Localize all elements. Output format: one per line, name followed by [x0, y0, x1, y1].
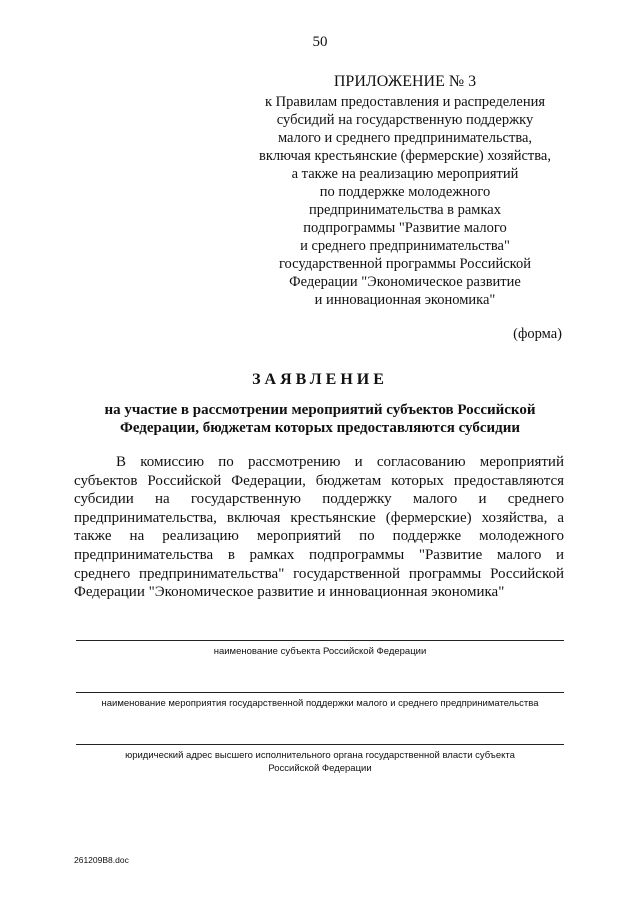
body-paragraph — [74, 453, 564, 602]
appendix-line: малого и среднего предпринимательства, — [277, 130, 533, 146]
page-number: 50 — [312, 34, 328, 50]
measure-name-caption — [60, 697, 580, 710]
legal-address-caption — [60, 749, 580, 775]
caption-line: Российской Федерации — [268, 763, 372, 774]
body-line: субъектов Российской Федерации, бюджетам которых предоставляются — [74, 472, 564, 489]
body-line: Федерации "Экономическое развитие и инновационная экономика" — [74, 584, 505, 601]
appendix-line: включая крестьянские (фермерские) хозяйства, — [259, 148, 551, 164]
subtitle-line: Федерации, бюджетам которых предоставляются субсидии — [119, 420, 521, 436]
document-subtitle — [0, 401, 640, 437]
subject-name-field[interactable] — [76, 640, 564, 641]
body-line: субсидии на государственную поддержку малого и среднего — [74, 491, 564, 508]
appendix-header — [230, 73, 580, 309]
appendix-line: подпрограммы "Развитие малого — [303, 220, 507, 236]
appendix-line: а также на реализацию мероприятий — [291, 166, 519, 182]
document-title: ЗАЯВЛЕНИЕ — [252, 371, 388, 388]
appendix-title: ПРИЛОЖЕНИЕ № 3 — [333, 73, 477, 90]
appendix-line: Федерации "Экономическое развитие — [289, 274, 521, 290]
appendix-line: предпринимательства в рамках — [308, 202, 501, 218]
form-label: (форма) — [513, 326, 562, 342]
legal-address-field[interactable] — [76, 744, 564, 745]
appendix-line: государственной программы Российской — [278, 256, 532, 272]
body-line: также на реализацию мероприятий по поддержке молодежного — [74, 528, 564, 545]
measure-name-field[interactable] — [76, 692, 564, 693]
caption-line: наименование мероприятия государственной поддержки малого и среднего предпринимательства — [101, 698, 539, 709]
appendix-line: по поддержке молодежного — [319, 184, 491, 200]
body-line: среднего предпринимательства" государственной программы Российской — [74, 565, 564, 582]
appendix-line: и среднего предпринимательства" — [300, 238, 510, 254]
body-line: В комиссию по рассмотрению и согласованию мероприятий — [116, 454, 564, 470]
caption-line: наименование субъекта Российской Федерации — [213, 646, 427, 657]
footer-filename: 261209B8.doc — [74, 855, 129, 865]
body-line: предпринимательства, включая крестьянские (фермерские) хозяйства, а — [74, 509, 564, 526]
subject-name-caption — [60, 645, 580, 658]
caption-line: юридический адрес высшего исполнительного органа государственной власти субъекта — [125, 750, 515, 761]
appendix-line: и инновационная экономика" — [314, 292, 496, 308]
body-line: предпринимательства в рамках подпрограммы "Развитие малого и — [74, 546, 564, 563]
subtitle-line: на участие в рассмотрении мероприятий субъектов Российской — [104, 402, 536, 418]
appendix-line: к Правилам предоставления и распределения — [264, 94, 546, 110]
appendix-line: субсидий на государственную поддержку — [276, 112, 534, 128]
